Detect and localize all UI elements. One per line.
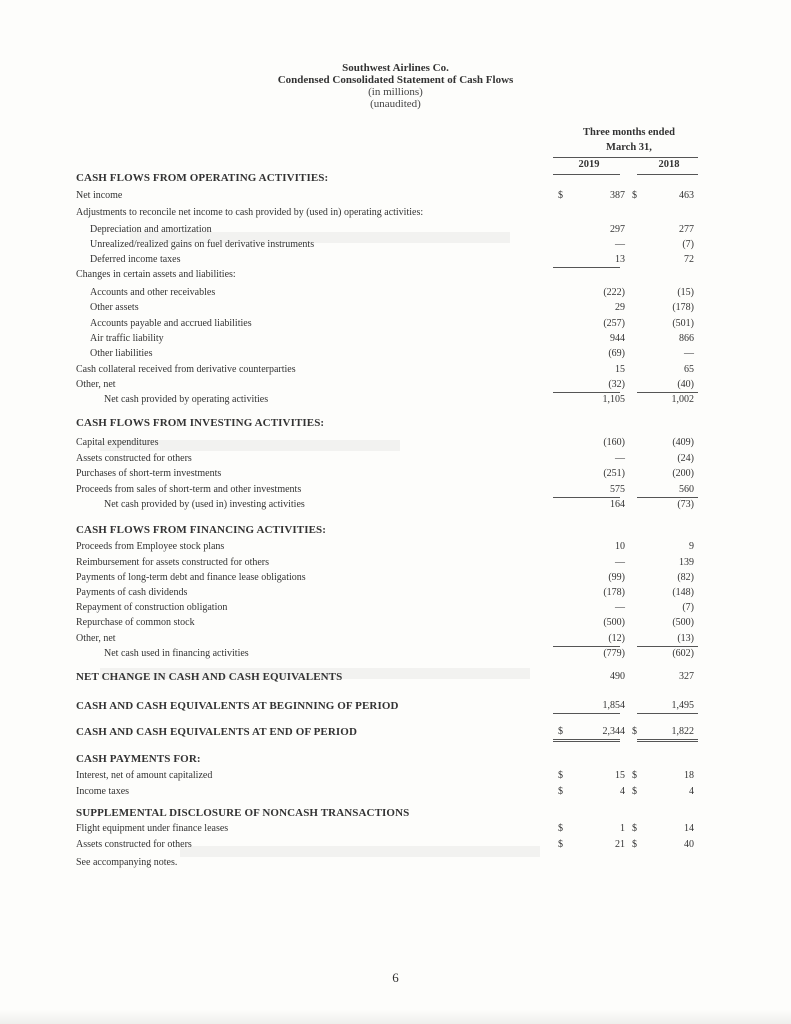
- table-row: [0, 556, 791, 570]
- table-row: [0, 416, 791, 430]
- value-2019: 1,854: [602, 700, 625, 711]
- value-2018: 1,495: [671, 700, 694, 711]
- report-header: [0, 62, 791, 110]
- subtotal-rule: [553, 646, 620, 647]
- line-item-label: Unrealized/realized gains on fuel derivative instruments: [90, 239, 315, 250]
- value-2019: —: [615, 453, 625, 464]
- line-item-label: Net cash provided by operating activities: [104, 394, 269, 405]
- currency-symbol-2019: $: [558, 770, 563, 781]
- value-2019: (99): [608, 572, 625, 583]
- currency-symbol-2018: $: [632, 726, 637, 737]
- page-bottom-edge: [0, 1010, 791, 1024]
- table-row: [0, 332, 791, 346]
- value-2019: 15: [615, 770, 625, 781]
- value-2018: (200): [672, 468, 694, 479]
- subtotal-rule: [553, 267, 620, 268]
- table-row: [0, 838, 791, 852]
- period-label-line2: March 31,: [606, 142, 652, 153]
- section-heading: NET CHANGE IN CASH AND CASH EQUIVALENTS: [76, 671, 343, 683]
- value-2019: (178): [603, 587, 625, 598]
- value-2019: 164: [610, 499, 625, 510]
- subtotal-rule: [637, 392, 698, 393]
- currency-symbol-2018: $: [632, 839, 637, 850]
- value-2019: (32): [608, 379, 625, 390]
- value-2019: (222): [603, 287, 625, 298]
- line-item-label: Payments of cash dividends: [76, 587, 188, 598]
- currency-symbol-2018: $: [632, 786, 637, 797]
- line-item-label: Purchases of short-term investments: [76, 468, 222, 479]
- value-2018: 4: [689, 786, 694, 797]
- line-item-label: Proceeds from sales of short-term and other investments: [76, 484, 302, 495]
- value-2018: 14: [684, 823, 694, 834]
- page-number: 6: [392, 970, 399, 985]
- table-row: [0, 363, 791, 377]
- table-row: [0, 523, 791, 537]
- currency-symbol-2018: $: [632, 770, 637, 781]
- value-2018: 40: [684, 839, 694, 850]
- value-2018: 866: [679, 333, 694, 344]
- value-2018: 1,822: [671, 726, 694, 737]
- value-2019: 2,344: [602, 726, 625, 737]
- line-item-label: Air traffic liability: [90, 333, 164, 344]
- value-2019: —: [615, 239, 625, 250]
- total-double-rule: [637, 739, 698, 742]
- table-row: [0, 317, 791, 331]
- value-2019: (500): [603, 617, 625, 628]
- table-row: [0, 171, 791, 185]
- line-item-label: Assets constructed for others: [76, 839, 192, 850]
- currency-symbol-2018: $: [632, 823, 637, 834]
- table-row: [0, 238, 791, 252]
- table-row: [0, 268, 791, 282]
- value-2018: (178): [672, 302, 694, 313]
- line-item-label: Cash collateral received from derivative counterparties: [76, 364, 296, 375]
- value-2019: 1: [620, 823, 625, 834]
- table-row: [0, 699, 791, 713]
- table-row: [0, 436, 791, 450]
- table-row: [0, 378, 791, 392]
- units-note: (in millions): [368, 86, 423, 98]
- table-row: [0, 601, 791, 615]
- subtotal-rule: [637, 646, 698, 647]
- value-2019: (160): [603, 437, 625, 448]
- table-row: [0, 540, 791, 554]
- table-row: [0, 616, 791, 630]
- year-2018-header: 2018: [658, 159, 680, 170]
- line-item-label: Capital expenditures: [76, 437, 159, 448]
- table-row: [0, 206, 791, 220]
- line-item-label: Other assets: [90, 302, 139, 313]
- currency-symbol-2019: $: [558, 823, 563, 834]
- value-2018: (409): [672, 437, 694, 448]
- value-2018: 277: [679, 224, 694, 235]
- value-2019: 490: [610, 671, 625, 682]
- value-2018: (501): [672, 318, 694, 329]
- line-item-label: Other liabilities: [90, 348, 153, 359]
- currency-symbol-2019: $: [558, 190, 563, 201]
- value-2019: 4: [620, 786, 625, 797]
- value-2019: 297: [610, 224, 625, 235]
- value-2018: (602): [672, 648, 694, 659]
- line-item-label: Accounts and other receivables: [90, 287, 216, 298]
- line-item-label: Reimbursement for assets constructed for others: [76, 557, 270, 568]
- table-row: [0, 769, 791, 783]
- subtotal-rule: [553, 497, 620, 498]
- table-row: [0, 286, 791, 300]
- table-row: [0, 725, 791, 739]
- currency-symbol-2019: $: [558, 839, 563, 850]
- year-2019-header: 2019: [578, 159, 600, 170]
- section-heading: SUPPLEMENTAL DISCLOSURE OF NONCASH TRANSACTIONS: [76, 807, 410, 819]
- currency-symbol-2018: $: [632, 190, 637, 201]
- line-item-label: Payments of long-term debt and finance lease obligations: [76, 572, 306, 583]
- company-name: Southwest Airlines Co.: [342, 62, 449, 74]
- value-2019: (257): [603, 318, 625, 329]
- value-2018: (73): [677, 499, 694, 510]
- value-2019: (12): [608, 633, 625, 644]
- value-2018: 463: [679, 190, 694, 201]
- table-row: [0, 452, 791, 466]
- table-row: [0, 301, 791, 315]
- subtotal-rule: [637, 713, 698, 714]
- table-row: [0, 785, 791, 799]
- table-row: [0, 347, 791, 361]
- table-row: [0, 498, 791, 512]
- value-2018: 9: [689, 541, 694, 552]
- line-item-label: Adjustments to reconcile net income to cash provided by (used in) operating activities:: [76, 207, 424, 218]
- section-heading: CASH PAYMENTS FOR:: [76, 753, 201, 765]
- value-2018: 65: [684, 364, 694, 375]
- value-2019: (251): [603, 468, 625, 479]
- total-double-rule: [553, 739, 620, 742]
- period-label-line1: Three months ended: [583, 127, 675, 138]
- value-2018: (24): [677, 453, 694, 464]
- line-item-label: Net income: [76, 190, 123, 201]
- line-item-label: Net cash provided by (used in) investing activities: [104, 499, 305, 510]
- period-header-rule: [553, 157, 698, 158]
- value-2018: 1,002: [671, 394, 694, 405]
- section-heading: CASH FLOWS FROM OPERATING ACTIVITIES:: [76, 172, 329, 184]
- footnote: See accompanying notes.: [76, 857, 178, 868]
- value-2019: 387: [610, 190, 625, 201]
- line-item-label: Income taxes: [76, 786, 130, 797]
- value-2018: (7): [682, 602, 694, 613]
- line-item-label: Deferred income taxes: [90, 254, 181, 265]
- value-2019: 21: [615, 839, 625, 850]
- line-item-label: Repayment of construction obligation: [76, 602, 228, 613]
- line-item-label: Other, net: [76, 633, 116, 644]
- section-heading: CASH FLOWS FROM FINANCING ACTIVITIES:: [76, 524, 327, 536]
- value-2019: 944: [610, 333, 625, 344]
- section-heading: CASH AND CASH EQUIVALENTS AT END OF PERIOD: [76, 726, 357, 738]
- value-2019: (69): [608, 348, 625, 359]
- value-2018: (40): [677, 379, 694, 390]
- table-row: [0, 586, 791, 600]
- table-row: [0, 483, 791, 497]
- value-2018: 18: [684, 770, 694, 781]
- table-row: [0, 822, 791, 836]
- section-heading: CASH FLOWS FROM INVESTING ACTIVITIES:: [76, 417, 325, 429]
- value-2018: (7): [682, 239, 694, 250]
- table-row: [0, 752, 791, 766]
- table-row: [0, 223, 791, 237]
- value-2019: 575: [610, 484, 625, 495]
- line-item-label: Flight equipment under finance leases: [76, 823, 229, 834]
- line-item-label: Interest, net of amount capitalized: [76, 770, 213, 781]
- value-2018: (148): [672, 587, 694, 598]
- subtotal-rule: [553, 713, 620, 714]
- table-row: [0, 670, 791, 684]
- value-2019: 29: [615, 302, 625, 313]
- audit-note: (unaudited): [370, 98, 421, 110]
- table-row: [0, 632, 791, 646]
- value-2018: (15): [677, 287, 694, 298]
- table-row: [0, 393, 791, 407]
- value-2018: (13): [677, 633, 694, 644]
- line-item-label: Repurchase of common stock: [76, 617, 195, 628]
- line-item-label: Other, net: [76, 379, 116, 390]
- table-row: [0, 806, 791, 820]
- statement-title: Condensed Consolidated Statement of Cash Flows: [277, 74, 514, 86]
- line-item-label: Accounts payable and accrued liabilities: [90, 318, 252, 329]
- currency-symbol-2019: $: [558, 786, 563, 797]
- value-2018: 72: [684, 254, 694, 265]
- value-2019: 15: [615, 364, 625, 375]
- value-2019: —: [615, 557, 625, 568]
- value-2019: 1,105: [602, 394, 625, 405]
- value-2019: 13: [615, 254, 625, 265]
- line-item-label: Assets constructed for others: [76, 453, 192, 464]
- subtotal-rule: [637, 497, 698, 498]
- value-2019: 10: [615, 541, 625, 552]
- table-row: [0, 647, 791, 661]
- table-row: [0, 571, 791, 585]
- value-2018: 327: [679, 671, 694, 682]
- value-2019: —: [615, 602, 625, 613]
- table-row: [0, 189, 791, 203]
- value-2018: 560: [679, 484, 694, 495]
- currency-symbol-2019: $: [558, 726, 563, 737]
- line-item-label: Changes in certain assets and liabilities:: [76, 269, 236, 280]
- line-item-label: Depreciation and amortization: [90, 224, 212, 235]
- value-2019: (779): [603, 648, 625, 659]
- value-2018: (500): [672, 617, 694, 628]
- value-2018: (82): [677, 572, 694, 583]
- section-heading: CASH AND CASH EQUIVALENTS AT BEGINNING OF PERIOD: [76, 700, 399, 712]
- value-2018: 139: [679, 557, 694, 568]
- value-2018: —: [684, 348, 694, 359]
- line-item-label: Proceeds from Employee stock plans: [76, 541, 225, 552]
- subtotal-rule: [553, 392, 620, 393]
- table-row: [0, 467, 791, 481]
- line-item-label: Net cash used in financing activities: [104, 648, 249, 659]
- table-row: [0, 253, 791, 267]
